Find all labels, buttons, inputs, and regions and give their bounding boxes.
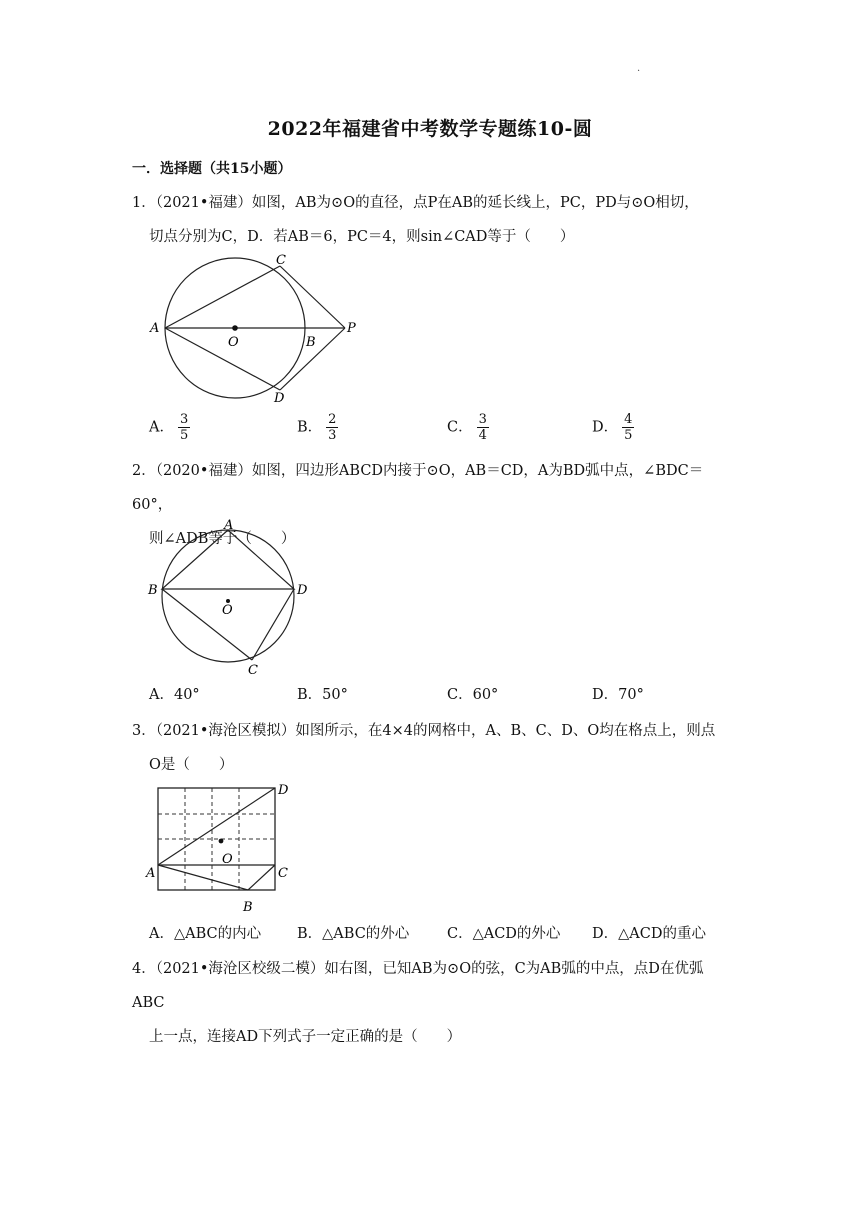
fig3-label-d: D [278,783,289,798]
question-3 [132,714,732,782]
figure-1-circle-tangent [140,252,380,404]
option-c[interactable]: C． $\frac{3}{4}$ [447,412,487,443]
option-d[interactable]: D． $\frac{4}{5}$ [592,412,633,443]
option-b[interactable]: B．50° [297,687,348,703]
option-c[interactable]: C．60° [447,687,499,703]
fig3-label-a: A [146,866,156,881]
fig2-label-d: D [297,583,308,598]
question-2-line1: 2．（2020•福建）如图，四边形ABCD内接于⊙O，AB＝CD，A为BD弧中点，∠BDC＝60°， [132,463,704,513]
figure-2-inscribed-quadrilateral [140,516,320,680]
option-d[interactable]: D．70° [592,687,644,703]
option-b[interactable]: B．△ABC的外心 [297,926,410,942]
header-dot: · [637,66,641,77]
question-4-line2: 上一点，连接AD下列式子一定正确的是（ ） [149,1029,462,1045]
option-b[interactable]: B． $\frac{2}{3}$ [297,412,337,443]
question-3-line2: O是（ ） [149,757,234,773]
fig1-label-d: D [274,391,285,404]
fig2-label-a: A [224,518,234,533]
section-heading: 一．选择题（共15小题） [132,161,292,177]
fig2-label-b: B [148,583,158,598]
page-title: 2022年福建省中考数学专题练10-圆 [267,118,593,140]
option-d[interactable]: D．△ACD的重心 [592,926,706,942]
figure-3-grid [144,778,304,914]
fig3-label-o: O [222,852,233,867]
fig3-label-c: C [278,866,288,881]
fig2-label-o: O [222,603,233,618]
fig3-label-b: B [243,900,253,914]
fig1-label-p: P [347,321,356,336]
question-1-line2: 切点分别为C，D．若AB＝6，PC＝4，则sin∠CAD等于（ ） [149,229,575,245]
option-a[interactable]: A．△ABC的内心 [149,926,262,942]
question-4 [132,952,732,1054]
question-1 [132,186,732,254]
question-4-line1: 4．（2021•海沧区校级二模）如右图，已知AB为⊙O的弦，C为AB弧的中点，点D在优弧ABC [132,961,704,1011]
question-1-line1: 1．（2021•福建）如图，AB为⊙O的直径，点P在AB的延长线上，PC，PD与⊙O相切， [132,195,699,211]
fig1-label-a: A [150,321,160,336]
fig2-label-c: C [248,663,258,678]
question-2-line2: 则∠ADB等于（ ） [149,531,296,547]
fig1-label-b: B [306,335,316,350]
fig1-label-o: O [228,335,239,350]
option-c[interactable]: C．△ACD的外心 [447,926,561,942]
option-a[interactable]: A． $\frac{3}{5}$ [149,412,189,443]
fig1-label-c: C [276,253,286,268]
option-a[interactable]: A．40° [149,687,200,703]
question-3-line1: 3．（2021•海沧区模拟）如图所示，在4×4的网格中，A、B、C、D、O均在格点上，则点 [132,723,716,739]
